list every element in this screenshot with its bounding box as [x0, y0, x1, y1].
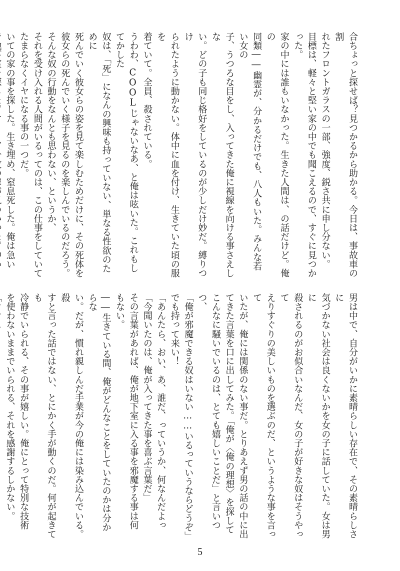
upper-text-line: [0, 32, 2, 279]
lower-text-line: こんなに騒いでいるのは、とても嬉しいことだ」と言いつつ、: [196, 293, 220, 530]
upper-text-line: それを受け入れる人間がいるってのは、この仕事をしていて: [31, 32, 42, 278]
upper-text-line: そんな奴の行動をなんとも思わない、というか、: [45, 32, 56, 233]
text-block-upper: [4, 32, 358, 279]
lower-text-line: 「今聞いたのは、俺が入ってきた事を喜ぶ言葉だ」: [141, 293, 152, 503]
lower-text-line: 「あんたら、おい、あ、誰だ、っていうか、何なんだよっ: [155, 293, 166, 530]
lower-text-line: 冷静でいられる、その事が嬉しい。俺にとって特別な技術: [18, 293, 29, 530]
upper-text-line: 家の中には誰もいなかった。生きた人間は、の話だけど。俺の: [264, 32, 289, 278]
lower-text-line: い。だが、慣れ親しんだ手業が今の俺には染み込んでいる。殺: [59, 293, 83, 539]
upper-text-line: いての家の事を探した。生き埋め、窒息死した。俺は急い: [4, 32, 15, 269]
upper-text-line: 合ちょっと探せば？見つかるから助かる。今日は、事故車の割: [333, 32, 357, 278]
lower-text-line: を使わないままでいられる、それを感謝するしかない。: [4, 293, 15, 521]
upper-text-line: たまらなくイヤになる事の一つだ。: [18, 32, 29, 178]
upper-text-line: れたフロントガラスの一部、強度、鋭さ共に申し分ない。: [319, 32, 330, 269]
lower-text-line: 気づかない社会は良くないかを女の子に話していた。女は男に: [305, 293, 330, 539]
upper-text-line: い。どの子も同じ格好をしているのが少しだけ妙だ。縛りつけ: [182, 32, 207, 278]
lower-text-line: てきた言葉を口に出してみた。「俺が〈俺の理想〉を探して: [223, 293, 234, 535]
lower-text-line: いたが、俺には関係のない事だ。とりあえず男の話の中に出: [237, 293, 248, 539]
lower-text-line: 男は中で、自分がいかに素晴らしい存在で、その素晴らしさに: [333, 293, 357, 539]
page-number: 5: [197, 547, 203, 558]
lower-text-line: すと言った話ではない、とにかく手が動くのだ。何が起きても: [31, 293, 56, 539]
upper-text-line: うわわ、COOLじゃないなあ、と俺は呟いた。これもしてかした: [114, 32, 138, 273]
lower-text-line: もない。: [114, 293, 125, 330]
lower-text-line: ――生きている間、俺がどんなことをしていたのかは分からな: [86, 293, 111, 532]
text-block-lower: [4, 293, 358, 541]
upper-text-line: 死んでいく彼女らの姿を見て楽しむためだけに、その死体を: [72, 32, 83, 278]
upper-text-line: 彼女らの死んでいく様子を見るのを楽しんでいるのだろう。: [59, 32, 70, 278]
upper-text-line: 目標は、軽々と堅い家の中でも聞こえるので、すぐに見つかった。: [292, 32, 316, 278]
upper-text-line: 着ていて。全員、殺されている。: [141, 32, 152, 169]
lower-text-line: でも持って来い！: [168, 293, 179, 366]
upper-text-line: 奴は、「死」になんの興味も持っていない、単なる性欲のために: [86, 32, 111, 274]
lower-text-line: その言葉があれば、俺が地下室に入る事を邪魔する事は何: [127, 293, 138, 530]
upper-text-line: 子、うつろな目をし、入ってきた俺に視線を向ける事さえしな: [209, 32, 234, 278]
lower-text-line: 「俺が邪魔できる奴はいない……いるっていうならどうぞ」: [182, 293, 193, 541]
upper-text-line: 同類――幽霊が、分かるだけでも、八人もいた。みんな若い女の: [237, 32, 262, 271]
lower-text-line: えりすぐりの美しいものを選ぶのだ、というような事を言って: [251, 293, 275, 539]
lower-text-line: 殺されるのがお似合いなんだ、女の子が好きな奴はそうやって: [278, 293, 303, 539]
upper-text-line: られたように動かない。体中に血を付け、生きていた頃の服を: [155, 32, 179, 278]
